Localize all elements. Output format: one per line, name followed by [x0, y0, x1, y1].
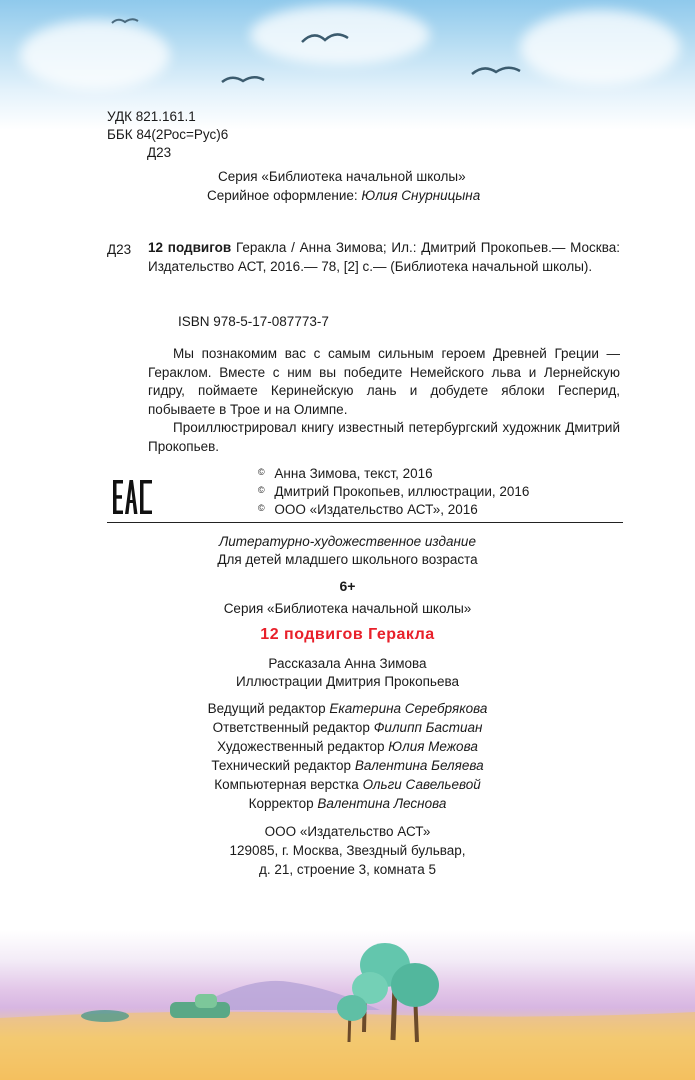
- credit-role: Технический редактор: [211, 758, 352, 773]
- told-by: Рассказала Анна Зимова: [268, 656, 427, 671]
- catalog-title: 12 подвигов: [148, 240, 232, 255]
- colophon-series: Серия «Библиотека начальной школы»: [223, 601, 472, 616]
- series-design-line: [207, 187, 480, 205]
- address-line: 129085, г. Москва, Звездный бульвар,: [229, 843, 466, 858]
- udk-code: УДК 821.161.1: [107, 109, 196, 124]
- credit-line: [0, 738, 695, 756]
- copyright-line: [258, 481, 529, 501]
- landscape-icon: [0, 930, 695, 1080]
- age-rating: 6+: [339, 578, 356, 594]
- catalog-description: [148, 239, 620, 276]
- author-sign: Д23: [147, 145, 172, 160]
- bird-icon: [220, 72, 266, 90]
- publisher: ООО «Издательство АСТ»: [264, 824, 431, 839]
- copyright-symbol: ©: [258, 503, 265, 513]
- bird-icon: [300, 30, 350, 50]
- annotation-paragraph: Мы познакомим вас с самым сильным героем Древней Греции — Гераклом. Вместе с ним вы победите Немейского льва и Лернейскую гидру, поймаете Керинейскую лань и добудете яблоки Гесперид, побываете в Трое и на Олимпе.: [148, 346, 620, 417]
- series-line: Серия «Библиотека начальной школы»: [218, 169, 466, 184]
- credit-line: [0, 700, 695, 718]
- copyright-line: [258, 499, 478, 519]
- landscape-illustration: [0, 930, 695, 1080]
- cloud: [520, 10, 680, 85]
- credit-name: Юлия Межова: [388, 739, 478, 754]
- copyright-text: Дмитрий Прокопьев, иллюстрации, 2016: [274, 484, 530, 499]
- copyright-text: Анна Зимова, текст, 2016: [274, 466, 433, 481]
- eac-mark-icon: [113, 480, 153, 514]
- credit-line: [0, 795, 695, 813]
- copyright-text: ООО «Издательство АСТ», 2016: [274, 502, 478, 517]
- audience: Для детей младшего школьного возраста: [217, 552, 478, 567]
- address-line: д. 21, строение 3, комната 5: [259, 862, 436, 877]
- bird-icon: [110, 15, 140, 29]
- credit-role: Художественный редактор: [217, 739, 385, 754]
- copyright-symbol: ©: [258, 467, 265, 477]
- bird-icon: [470, 62, 522, 82]
- sky-illustration: [0, 0, 695, 130]
- catalog-code: Д23: [107, 242, 132, 257]
- credit-role: Ведущий редактор: [207, 701, 326, 716]
- credit-name: Ольги Савельевой: [362, 777, 481, 792]
- bbk-code: ББК 84(2Рос=Рус)6: [107, 127, 229, 142]
- isbn: ISBN 978-5-17-087773-7: [178, 314, 329, 329]
- credit-line: [0, 776, 695, 794]
- copyright-line: [258, 463, 433, 483]
- annotation-paragraph: Проиллюстрировал книгу известный петербургский художник Дмитрий Прокопьев.: [148, 420, 620, 454]
- design-label: Серийное оформление:: [207, 188, 358, 203]
- edition-type: Литературно-художественное издание: [219, 534, 476, 549]
- credit-name: Филипп Бастиан: [373, 720, 483, 735]
- copyright-symbol: ©: [258, 485, 265, 495]
- cloud: [20, 20, 170, 90]
- credit-role: Ответственный редактор: [212, 720, 370, 735]
- credit-line: [0, 719, 695, 737]
- book-title: 12 подвигов Геракла: [260, 626, 435, 643]
- illustrations-credit: Иллюстрации Дмитрия Прокопьева: [235, 674, 460, 689]
- credit-line: [0, 757, 695, 775]
- credit-name: Валентина Леснова: [317, 796, 447, 811]
- catalog-description-rest: Геракла / Анна Зимова; Ил.: Дмитрий Прокопьев.— Москва: Издательство АСТ, 2016.— 78, [2] с.— (Библиотека начальной школы).: [148, 240, 620, 274]
- credit-role: Компьютерная верстка: [214, 777, 359, 792]
- credit-role: Корректор: [248, 796, 314, 811]
- design-name: Юлия Снурницына: [361, 188, 481, 203]
- divider-rule: [107, 522, 623, 523]
- credit-name: Валентина Беляева: [354, 758, 484, 773]
- credit-name: Екатерина Серебрякова: [329, 701, 488, 716]
